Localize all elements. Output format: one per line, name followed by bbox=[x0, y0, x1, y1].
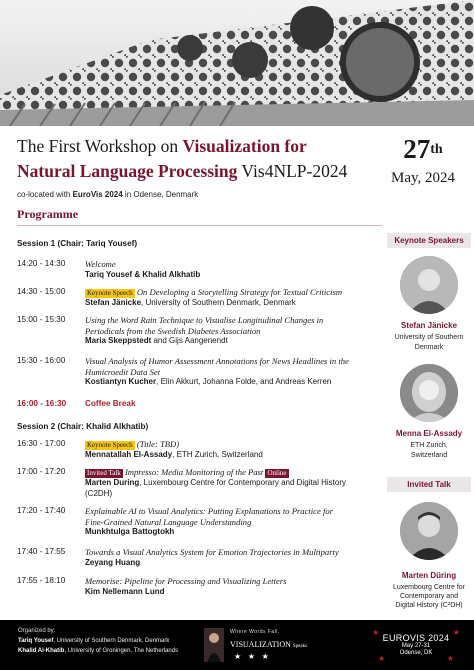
organizer-2-name: Khalid Al-Khatib bbox=[18, 648, 65, 654]
item-title: On Developing a Storytelling Strategy for Textual Criticism bbox=[134, 287, 343, 297]
workshop-title-line-2 bbox=[17, 159, 367, 184]
item-affiliation: , ETH Zurich, Switzerland bbox=[172, 450, 263, 459]
footer bbox=[0, 620, 474, 670]
item-speaker: Kostiantyn Kucher bbox=[85, 377, 157, 386]
programme-heading: Programme bbox=[17, 207, 79, 221]
item-time: 15:30 - 16:00 bbox=[17, 356, 66, 365]
organizer-1 bbox=[18, 638, 169, 644]
item-affiliation: , University of Southern Denmark, Denmark bbox=[141, 298, 296, 307]
keynote-badge: Keynote Speech bbox=[87, 289, 133, 297]
organizer-2-affiliation: , University of Groningen, The Netherlands bbox=[64, 648, 179, 654]
header-photo bbox=[0, 0, 474, 126]
eurovis-dates: May 27-31 bbox=[401, 643, 431, 649]
eurovis-star-icon: ★ bbox=[378, 654, 386, 663]
item-time: 17:40 - 17:55 bbox=[17, 547, 66, 556]
session-1-title: Session 1 (Chair: Tariq Yousef) bbox=[17, 239, 138, 248]
item-title: Memorise: Pipeline for Processing and Visualizing Letters bbox=[85, 576, 287, 586]
item-title: Towards a Visual Analytics System for Emotion Trajectories in Multiparty bbox=[85, 547, 339, 557]
programme-item bbox=[17, 506, 377, 538]
date-month: May, 2024 bbox=[390, 170, 456, 186]
item-speaker: Kim Nellemann Lund bbox=[85, 586, 165, 596]
item-coauthors: and Gijs Aangenendt bbox=[151, 336, 228, 345]
programme-item bbox=[17, 259, 377, 280]
item-speaker: Marten During bbox=[85, 478, 140, 487]
item-speaker: Munkhtulga Battogtokh bbox=[85, 527, 175, 536]
item-speaker: Mennatallah El-Assady bbox=[85, 450, 173, 459]
title-block bbox=[17, 134, 367, 199]
item-speaker: Tariq Yousef & Khalid Alkhatib bbox=[85, 269, 201, 279]
eurovis-star-icon: ★ bbox=[452, 628, 460, 637]
colocated-prefix: co-located with bbox=[17, 190, 73, 199]
invited-talk-heading: Invited Talk bbox=[387, 477, 471, 492]
item-time: 17:20 - 17:40 bbox=[17, 506, 66, 515]
visualization-speaks-logo bbox=[200, 624, 320, 666]
speaker-photo-marten bbox=[400, 502, 458, 560]
organized-by-label: Organized by: bbox=[18, 628, 56, 634]
colocated-suffix: in Odense, Denmark bbox=[122, 190, 199, 199]
eurovis-star-icon: ★ bbox=[372, 628, 380, 637]
speaker-affiliation: ETH Zurich, bbox=[410, 442, 448, 449]
programme-item bbox=[17, 439, 377, 461]
eurovis-title: EUROVIS 2024 bbox=[382, 633, 450, 643]
programme-item bbox=[17, 287, 377, 309]
title-highlight-1: Visualization for bbox=[182, 136, 307, 156]
speaker-affiliation-cont: Contemporary and bbox=[400, 593, 458, 600]
speaker-name: Marten Düring bbox=[401, 571, 457, 580]
item-time: 17:00 - 17:20 bbox=[17, 467, 66, 476]
organizer-1-name: Tariq Yousef bbox=[18, 638, 54, 644]
workshop-title-line-1 bbox=[17, 134, 367, 159]
item-time: 17:55 - 18:10 bbox=[17, 576, 66, 585]
programme-item bbox=[17, 576, 377, 597]
item-speaker: Maria Skeppstedt bbox=[85, 336, 152, 345]
speaker-name: Stefan Jänicke bbox=[400, 321, 458, 330]
eurovis-star-icon: ★ bbox=[446, 654, 454, 663]
item-title: Visual Analysis of Humor Assessment Annotations for News Headlines in the bbox=[85, 356, 349, 366]
speaker-photo-stefan bbox=[400, 256, 458, 314]
colocated-event: EuroVis 2024 bbox=[72, 190, 123, 199]
item-time: 14:30 - 15:00 bbox=[17, 287, 66, 296]
programme-item bbox=[17, 547, 377, 568]
item-time: 16:00 - 16:30 bbox=[17, 399, 67, 408]
speaker-affiliation: Luxembourg Centre for bbox=[393, 584, 465, 591]
invited-talk-badge: Invited Talk bbox=[87, 469, 121, 477]
programme-item bbox=[17, 467, 377, 499]
item-affiliation: , Luxembourg Centre for Contemporary and Digital History bbox=[139, 478, 346, 487]
item-title: Explainable AI to Visual Analytics: Putting Explanations to Practice for bbox=[85, 506, 333, 516]
coffee-break-label: Coffee Break bbox=[85, 399, 136, 408]
vis-logo-tail: Speaks bbox=[292, 644, 308, 649]
item-title: Impresso: Media Monitoring of the Past bbox=[122, 467, 266, 477]
item-coauthors: , Elin Akkurt, Johanna Folde, and Andreas Kerren bbox=[156, 377, 332, 386]
item-title-cont: Humicroedit Data Set bbox=[85, 366, 161, 377]
vis-logo-main: VISUALIZATION bbox=[230, 640, 291, 649]
colocated-note bbox=[17, 190, 367, 199]
organizer-2 bbox=[18, 648, 178, 654]
vis-logo-stars: ★ ★ ★ bbox=[234, 652, 269, 661]
item-title-cont: Periodicals from the Swedish Diabetes Association bbox=[85, 325, 261, 336]
session-2-title: Session 2 (Chair: Khalid Alkhatib) bbox=[17, 422, 149, 431]
title-suffix: Vis4NLP-2024 bbox=[237, 161, 348, 181]
title-highlight-2: Natural Language Processing bbox=[17, 161, 238, 181]
programme-item bbox=[17, 315, 377, 347]
eurovis-place: Odense, DK bbox=[399, 650, 433, 656]
speaker-name: Menna El-Assady bbox=[395, 429, 463, 438]
vis-logo-title bbox=[230, 640, 307, 649]
programme-divider bbox=[17, 225, 382, 226]
eurovis-logo bbox=[364, 624, 468, 666]
organizer-1-affiliation: , University of Southern Denmark, Denmark bbox=[53, 638, 170, 644]
online-badge: Online bbox=[267, 469, 287, 477]
item-time: 14:20 - 14:30 bbox=[17, 259, 66, 268]
keynote-badge: Keynote Speech bbox=[87, 441, 133, 449]
item-time: 16:30 - 17:00 bbox=[17, 439, 66, 448]
date-day bbox=[378, 134, 468, 164]
speaker-photo-menna bbox=[400, 364, 458, 422]
coffee-break-row bbox=[17, 399, 377, 410]
title-prefix: The First Workshop on bbox=[17, 136, 183, 156]
item-speaker: Zeyang Huang bbox=[85, 557, 141, 567]
speaker-affiliation-cont: Switzerland bbox=[410, 452, 448, 459]
item-speaker: Stefan Jänicke bbox=[85, 298, 142, 307]
speaker-affiliation-cont: Denmark bbox=[414, 344, 444, 351]
item-title: Welcome bbox=[85, 259, 116, 269]
item-title: Using the Word Rain Technique to Visualise Longitudinal Changes in bbox=[85, 315, 324, 325]
date-block bbox=[378, 134, 468, 187]
item-affiliation-cont: (C2DH) bbox=[85, 488, 113, 498]
vis-logo-tagline: Where Words Fall, bbox=[230, 629, 280, 635]
speaker-affiliation: University of Southern bbox=[394, 334, 464, 341]
item-time: 15:00 - 15:30 bbox=[17, 315, 66, 324]
item-title-cont: Fine-Grained Natural Language Understanding bbox=[85, 516, 252, 527]
date-day-suffix: th bbox=[430, 142, 443, 157]
item-title: (Title: TBD) bbox=[134, 439, 180, 449]
programme-item bbox=[17, 356, 377, 388]
speaker-affiliation-cont-2: Digital History (C²DH) bbox=[395, 602, 463, 609]
keynote-speakers-heading: Keynote Speakers bbox=[387, 233, 471, 248]
date-day-number: 27 bbox=[403, 134, 431, 164]
